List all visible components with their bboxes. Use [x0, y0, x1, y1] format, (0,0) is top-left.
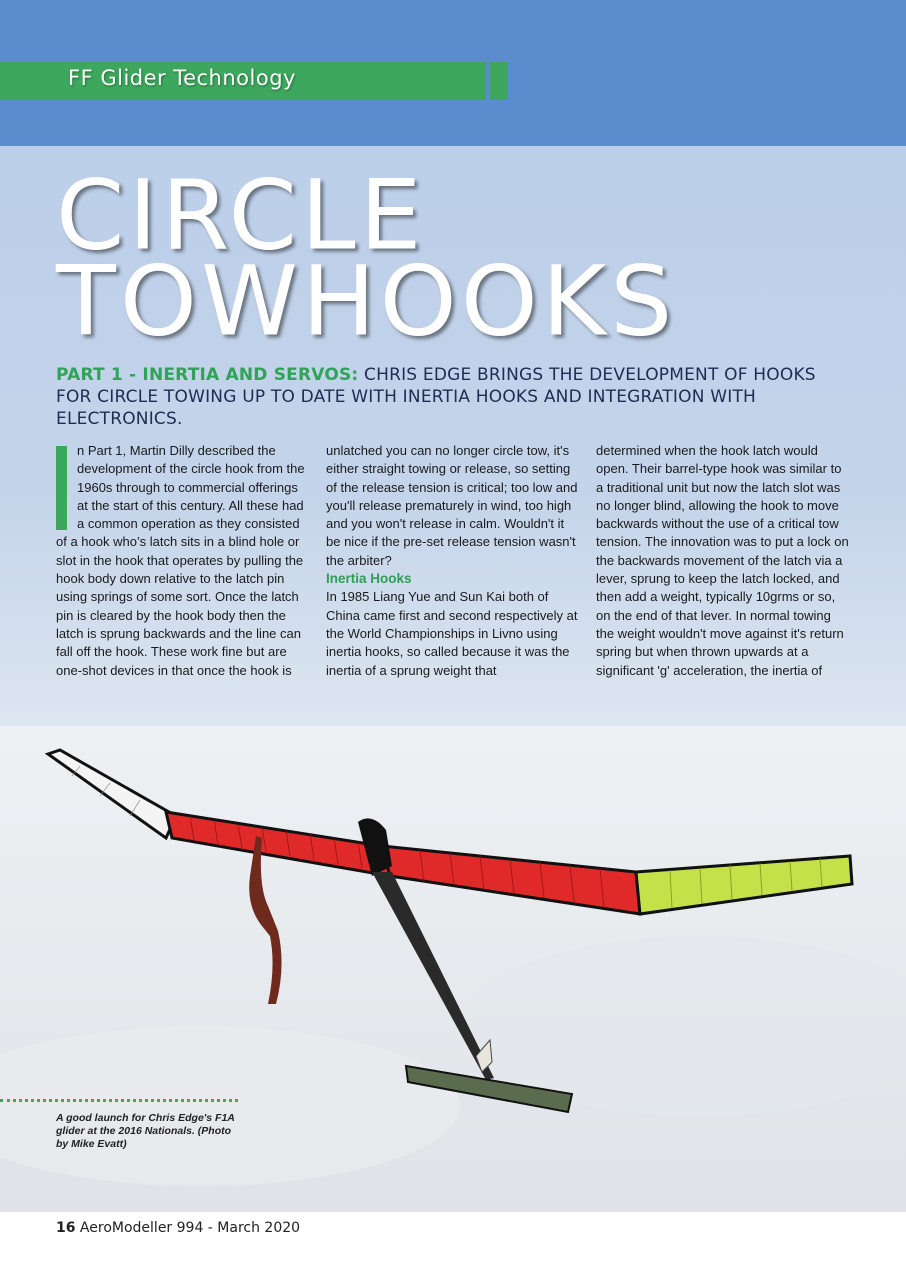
page-footer: [56, 1220, 300, 1236]
standfirst-kicker: PART 1 - INERTIA AND SERVOS:: [56, 365, 359, 385]
standfirst: [56, 364, 856, 430]
body-paragraph: In 1985 Liang Yue and Sun Kai both of China came first and second respectively at the World Championships in Livno using inertia hooks, so called because it was the inertia of a sprung weight that: [326, 589, 578, 678]
standfirst-text: CHRIS EDGE BRINGS THE DEVELOPMENT OF HOOKS FOR CIRCLE TOWING UP TO DATE WITH INERTIA HOOKS AND INTEGRATION WITH ELECTRONICS.: [56, 365, 816, 429]
body-paragraph: determined when the hook latch would open. Their barrel-type hook was similar to a traditional unit but now the latch slot was no longer blind, allowing the hook to move backwards without the use of a critical tow tension. The innovation was to put a lock on the backwards movement of the latch via a lever, sprung to keep the latch locked, and then add a weight, typically 10grms or so, on the end of that lever. In normal towing the weight wouldn't move against it's return spring but when thrown upwards at a significant 'g' acceleration, the inertia of: [596, 443, 849, 678]
article-title-line-1: CIRCLE: [56, 160, 426, 272]
body-column-3: [596, 442, 852, 680]
body-paragraph: unlatched you can no longer circle tow, it's either straight towing or release, so setting of the release tension is critical; too low and you'll release prematurely in wind, too high and you won't release in calm. Wouldn't it be nice if the pre-set release tension wasn't the arbiter?: [326, 443, 578, 568]
caption-divider: [0, 1099, 238, 1102]
body-column-1: [56, 442, 312, 680]
publication-info: AeroModeller 994 - March 2020: [75, 1220, 301, 1236]
section-label: FF Glider Technology: [68, 66, 296, 90]
photo-caption: A good launch for Chris Edge's F1A glider at the 2016 Nationals. (Photo by Mike Evatt): [56, 1112, 235, 1150]
body-paragraph: n Part 1, Martin Dilly described the development of the circle hook from the 1960s through to commercial offerings at the start of this century. All these had a common operation as they consisted of a hook who’s latch sits in a blind hole or slot in the hook that operates by pulling the hook body down relative to the latch pin using springs of some sort. Once the latch pin is cleared by the hook body then the latch is sprung backwards and the line can fall off the hook. These work fine but are one-shot devices in that once the hook is: [56, 443, 305, 678]
section-bar-tab: [490, 62, 508, 100]
drop-cap-bar: [56, 446, 67, 530]
page-number: 16: [56, 1220, 76, 1236]
body-column-2: [326, 442, 582, 680]
article-title-line-2: TOWHOOKS: [56, 246, 677, 358]
subheading: Inertia Hooks: [326, 571, 412, 587]
